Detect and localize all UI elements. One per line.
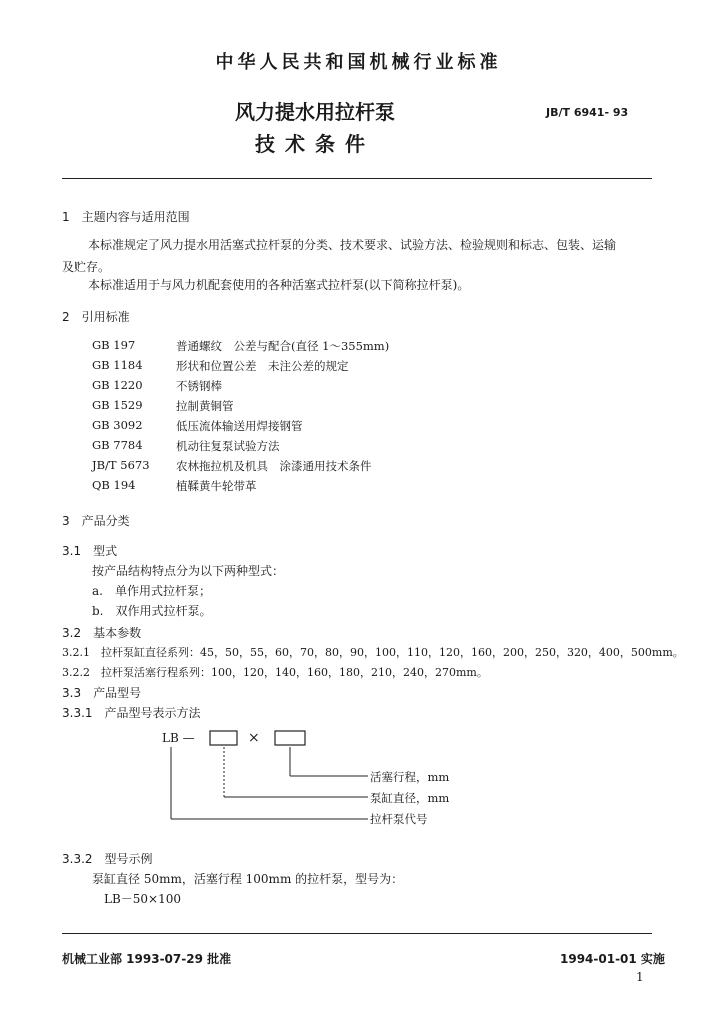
standard-number: JB/T 6941- 93 <box>546 106 629 119</box>
section-3-heading: 3 产品分类 <box>62 514 130 528</box>
section-3-3-2-example: LB－50×100 <box>104 892 182 906</box>
diagram-prefix: LB — <box>162 731 195 745</box>
ref-code: GB 197 <box>92 338 136 352</box>
label-diameter: 泵缸直径，mm <box>370 791 450 805</box>
document-title: 风力提水用拉杆泵 <box>235 100 395 124</box>
ref-code: JB/T 5673 <box>92 458 150 472</box>
ref-code: GB 7784 <box>92 438 143 452</box>
approval-date: 机械工业部 1993-07-29 批准 <box>62 952 232 966</box>
diagram-times: × <box>248 730 260 746</box>
ref-title: 低压流体输送用焊接钢管 <box>176 419 303 433</box>
section-2-heading: 2 引用标准 <box>62 310 130 324</box>
section-3-2-2: 3.2.2 拉杆泵活塞行程系列：100，120，140，160，180，210，240，270mm。 <box>62 666 488 679</box>
ref-title: 农林拖拉机及机具 涂漆通用技术条件 <box>176 459 372 473</box>
section-1-paragraph-1-cont: 及贮存。 <box>62 260 111 274</box>
section-3-1-item-a: a. 单作用式拉杆泵； <box>92 584 211 598</box>
ref-title: 不锈钢棒 <box>176 379 222 393</box>
document-subtitle: 技术条件 <box>255 132 375 156</box>
section-3-1-text: 按产品结构特点分为以下两种型式： <box>92 564 285 578</box>
label-code: 拉杆泵代号 <box>370 812 428 826</box>
section-3-1-item-b: b. 双作用式拉杆泵。 <box>92 604 212 618</box>
section-1-paragraph-2: 本标准适用于与风力机配套使用的各种活塞式拉杆泵(以下简称拉杆泵)。 <box>88 278 470 292</box>
page-number: 1 <box>636 970 644 984</box>
section-3-2-heading: 3.2 基本参数 <box>62 626 142 640</box>
section-1-heading: 1 主题内容与适用范围 <box>62 210 190 224</box>
stroke-box <box>275 731 305 745</box>
section-3-3-2-heading: 3.3.2 型号示例 <box>62 852 153 866</box>
section-3-3-1-heading: 3.3.1 产品型号表示方法 <box>62 706 201 720</box>
diameter-box <box>210 731 237 745</box>
label-stroke: 活塞行程，mm <box>370 770 450 784</box>
ref-code: GB 1184 <box>92 358 143 372</box>
ref-code: GB 3092 <box>92 418 143 432</box>
ref-title: 拉制黄铜管 <box>176 399 234 413</box>
section-3-3-heading: 3.3 产品型号 <box>62 686 142 700</box>
section-1-paragraph-1: 本标准规定了风力提水用活塞式拉杆泵的分类、技术要求、试验方法、检验规则和标志、包装、运输 <box>88 238 617 252</box>
org-title: 中华人民共和国机械行业标准 <box>215 52 502 73</box>
effective-date: 1994-01-01 实施 <box>560 952 665 966</box>
section-3-3-2-text: 泵缸直径 50mm，活塞行程 100mm 的拉杆泵，型号为： <box>92 872 404 886</box>
ref-title: 形状和位置公差 未注公差的规定 <box>176 359 349 373</box>
section-3-2-1: 3.2.1 拉杆泵缸直径系列：45，50，55，60，70，80，90，100，110，120，160，200，250，320，400，500mm。 <box>62 646 684 659</box>
ref-title: 普通螺纹 公差与配合(直径 1～355mm) <box>176 339 390 353</box>
ref-code: GB 1220 <box>92 378 143 392</box>
ref-code: QB 194 <box>92 478 136 492</box>
ref-title: 植鞣黄牛轮带革 <box>176 479 257 493</box>
ref-code: GB 1529 <box>92 398 143 412</box>
footer-rule <box>62 933 652 934</box>
ref-title: 机动往复泵试验方法 <box>176 439 280 453</box>
section-3-1-heading: 3.1 型式 <box>62 544 118 558</box>
